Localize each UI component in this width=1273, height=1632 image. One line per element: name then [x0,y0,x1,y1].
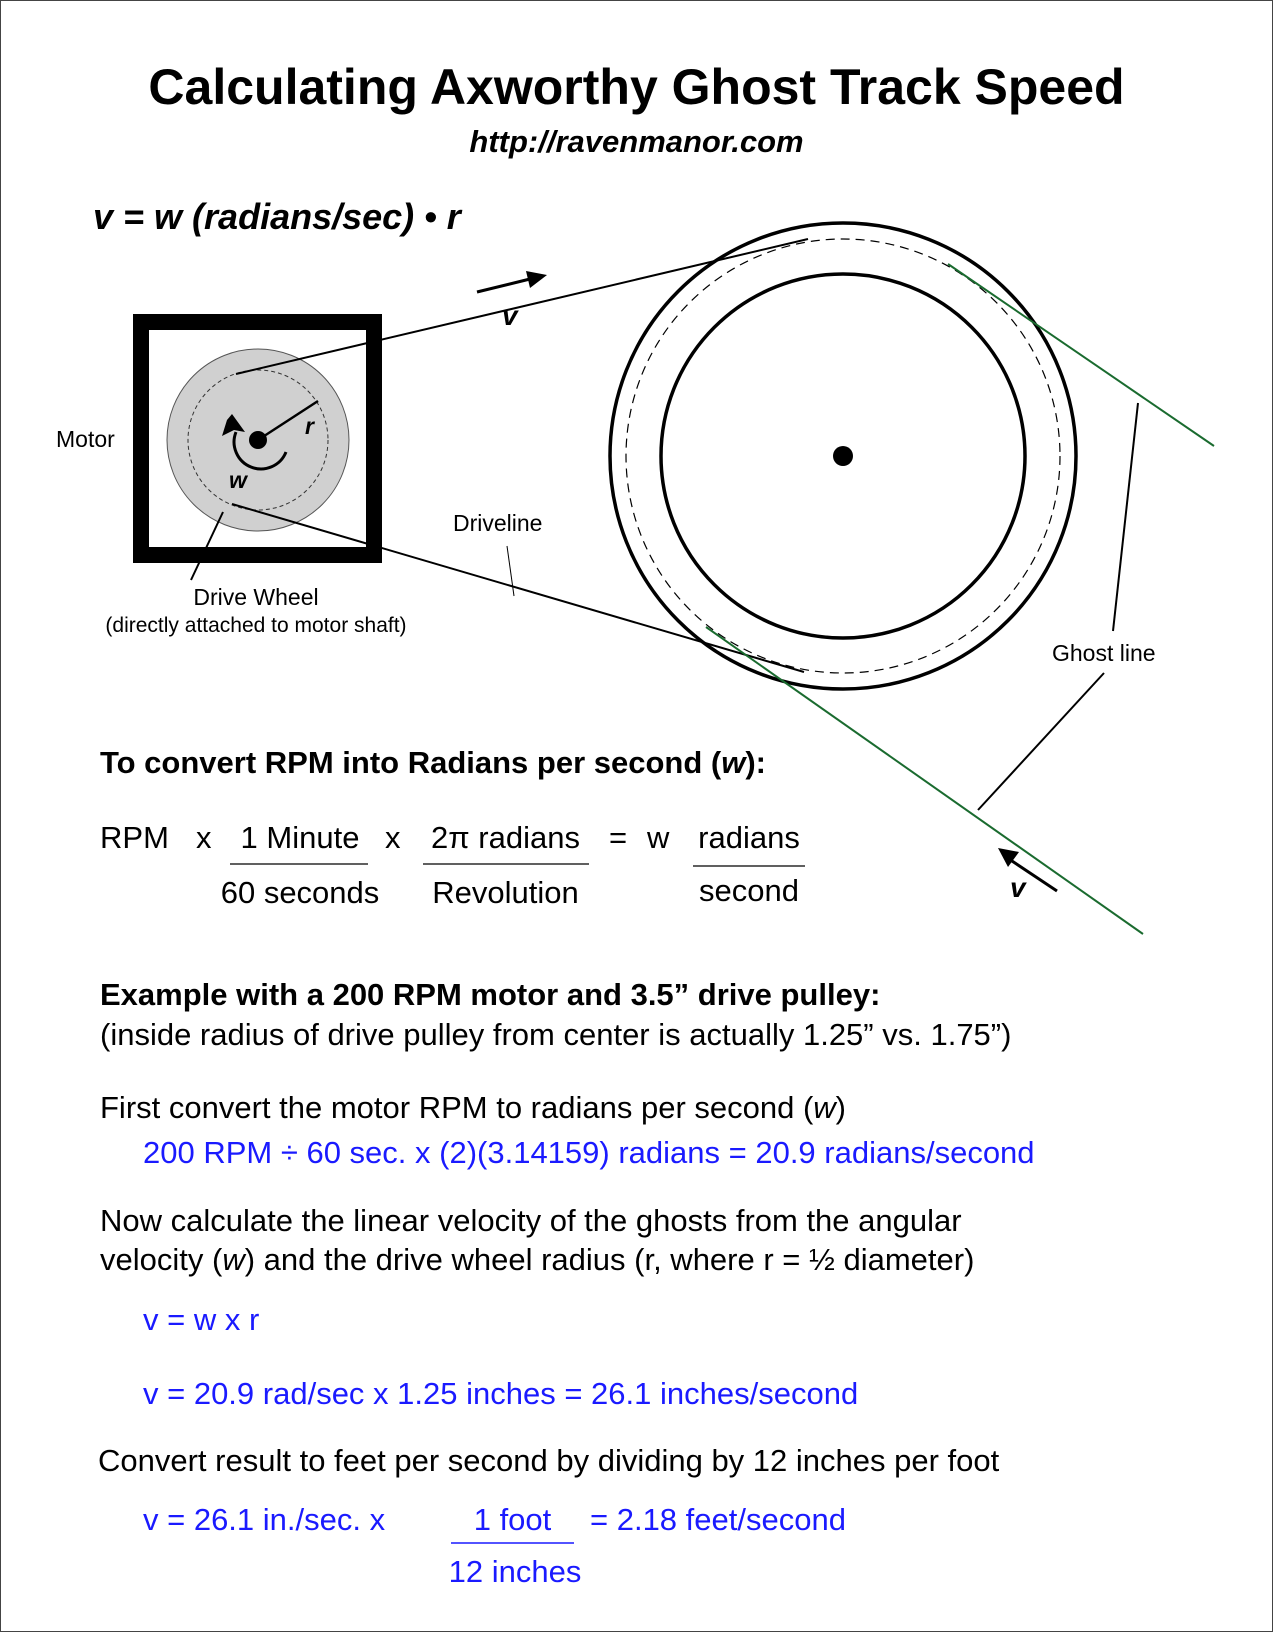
drive-wheel-leader [191,512,223,580]
example-note: (inside radius of drive pulley from center is actually 1.25” vs. 1.75”) [100,1017,1012,1052]
step1-calculation: 200 RPM ÷ 60 sec. x (2)(3.14159) radians = 20.9 radians/second [143,1135,1035,1170]
driveline-label: Driveline [453,510,543,536]
fraction-radians-numerator: 2π radians [431,820,580,855]
driveline-leader [507,546,514,596]
velocity-label-bottom: v [1010,872,1026,903]
fraction-result-denominator: second [699,873,799,908]
step3-text: Convert result to feet per second by dividing by 12 inches per foot [98,1443,1000,1478]
fraction-result-numerator: radians [698,820,800,855]
conversion-w: w [647,820,670,855]
driveline-top [236,239,808,374]
step2-calculation: v = 20.9 rad/sec x 1.25 inches = 26.1 inches/second [143,1376,859,1411]
drive-wheel-sublabel: (directly attached to motor shaft) [105,614,407,637]
fraction-radians-denominator: Revolution [432,875,579,910]
omega-label: w [229,467,247,493]
velocity-formula: v = w (radians/sec) • r [93,196,461,237]
step3-left: v = 26.1 in./sec. x [143,1502,386,1537]
velocity-label-top: v [502,300,518,331]
conversion-rpm: RPM [100,820,169,855]
motor-label: Motor [56,426,115,452]
example-heading: Example with a 200 RPM motor and 3.5” drive pulley: [100,977,881,1012]
step3-fraction-denominator: 12 inches [448,1554,582,1589]
conversion-heading: To convert RPM into Radians per second (w): [100,745,767,780]
drive-wheel-label: Drive Wheel [193,584,319,610]
site-url: http://ravenmanor.com [469,124,804,159]
page-title: Calculating Axworthy Ghost Track Speed [148,59,1125,115]
velocity-arrowhead-top [526,271,547,288]
conversion-times-1: x [196,820,212,855]
large-pulley-hub [833,446,853,466]
step2-text-line1: Now calculate the linear velocity of the ghosts from the angular [100,1203,962,1238]
step1-text: First convert the motor RPM to radians per second (w) [100,1090,846,1125]
fraction-minute-denominator: 60 seconds [220,875,380,910]
step3-fraction-numerator: 1 foot [473,1502,552,1537]
step2-text-line2: velocity (w) and the drive wheel radius (r, where r = ½ diameter) [100,1242,975,1277]
step2-formula: v = w x r [143,1302,260,1337]
ghost-line-leader-bottom [978,673,1104,810]
ghost-line-top [948,264,1214,446]
step3-right: = 2.18 feet/second [590,1502,846,1537]
conversion-equals: = [609,820,628,855]
fraction-minute-numerator: 1 Minute [240,820,360,855]
ghost-line-leader-top [1113,403,1138,631]
ghost-line-label: Ghost line [1052,640,1156,666]
velocity-arrow-top [477,279,530,292]
conversion-times-2: x [385,820,401,855]
radius-label: r [305,413,314,439]
